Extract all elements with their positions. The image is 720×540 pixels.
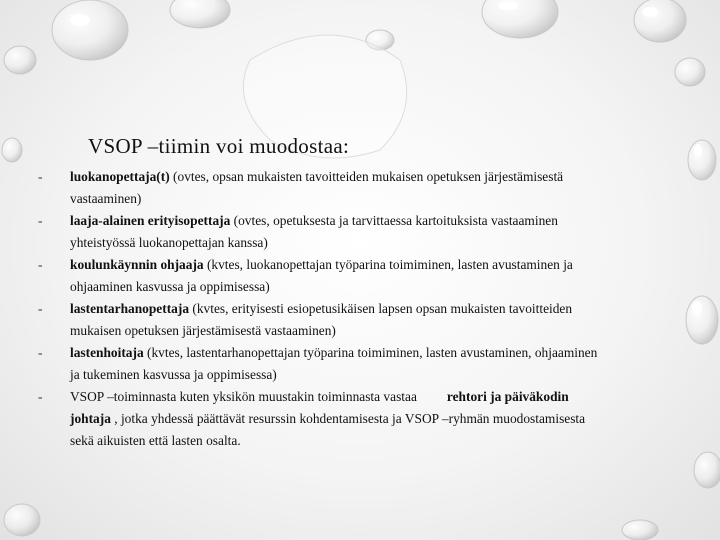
- responsibility-text: VSOP –toiminnasta kuten yksikön muustakin toiminnasta vastaa: [70, 389, 417, 404]
- list-item: [38, 342, 598, 386]
- list-item: [38, 210, 598, 254]
- role-description: (kvtes, luokanopettajan työparina toimiminen, lasten avustaminen ja ohjaaminen kasvussa ja oppimisessa): [70, 257, 573, 294]
- bullet-dash: -: [38, 257, 43, 272]
- role-name: koulunkäynnin ohjaaja: [70, 257, 204, 272]
- list-item: [38, 298, 598, 342]
- bullet-dash: -: [38, 169, 43, 184]
- role-description: (ovtes, opsan mukaisten tavoitteiden mukaisen opetuksen järjestämisestä vastaaminen): [70, 169, 564, 206]
- role-name: luokanopettaja(t): [70, 169, 170, 184]
- role-description: (kvtes, erityisesti esiopetusikäisen lapsen opsan mukaisten tavoitteiden mukaisen opetuksen järjestämisestä vastaaminen): [70, 301, 573, 338]
- bullet-dash: -: [38, 213, 43, 228]
- role-description: (ovtes, opetuksesta ja tarvittaessa kartoituksista vastaaminen yhteistyössä luokanopettajan kanssa): [70, 213, 558, 250]
- bullet-dash: -: [38, 301, 43, 316]
- list-item: [38, 166, 598, 210]
- bullet-dash: -: [38, 345, 43, 360]
- bullet-list: [38, 166, 598, 452]
- daycare-director-label: päiväkodin johtaja: [70, 389, 569, 426]
- role-description: (kvtes, lastentarhanopettajan työparina toimiminen, lasten avustaminen, ohjaaminen ja tukeminen kasvussa ja oppimisessa): [70, 345, 598, 382]
- slide-title: VSOP –tiimin voi muodostaa:: [88, 134, 350, 158]
- responsibility-text: , jotka yhdessä päättävät resurssin kohdentamisesta ja VSOP –ryhmän muodostamisesta sekä aikuisten että lasten osalta.: [70, 411, 586, 448]
- role-name: lastenhoitaja: [70, 345, 144, 360]
- role-name: lastentarhanopettaja: [70, 301, 190, 316]
- list-item: [38, 254, 598, 298]
- principal-label: rehtori ja: [446, 389, 502, 404]
- role-name: laaja-alainen erityisopettaja: [70, 213, 231, 228]
- list-item: [38, 386, 598, 452]
- bullet-dash: -: [38, 389, 43, 404]
